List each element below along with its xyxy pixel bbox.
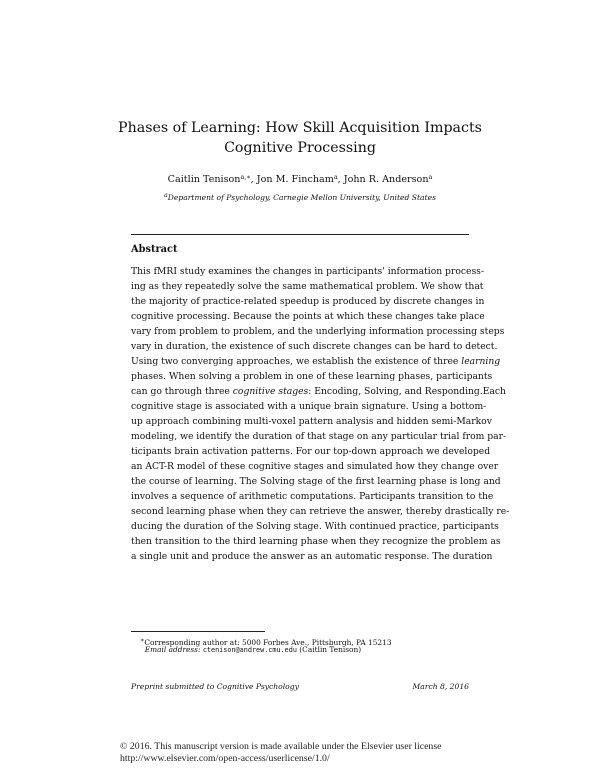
abstract-text: can go through three bbox=[131, 386, 233, 397]
abstract-line: phases. When solving a problem in one of these learning phases, participants bbox=[131, 371, 493, 382]
author-mark: a bbox=[333, 173, 338, 181]
license-link[interactable]: http://www.elsevier.com/open-access/userlicense/1.0/ bbox=[120, 753, 330, 764]
author-mark: a,∗ bbox=[240, 173, 251, 181]
abstract-line: cognitive processing. Because the points at which these changes take place bbox=[131, 311, 485, 322]
abstract-italic-term: learning bbox=[461, 356, 501, 367]
footnote-text: Corresponding author at: 5000 Forbes Ave., Pittsburgh, PA 15213 bbox=[144, 638, 392, 647]
abstract-line: This fMRI study examines the changes in participants' information process- bbox=[131, 266, 484, 277]
abstract-italic-term: cognitive stages bbox=[232, 386, 309, 397]
author-mark: a bbox=[428, 173, 433, 181]
abstract-line bbox=[131, 356, 501, 368]
abstract-line: up approach combining multi-voxel pattern analysis and hidden semi-Markov bbox=[131, 416, 492, 427]
abstract-text: : Encoding, Solving, and Responding.Each bbox=[308, 386, 506, 397]
email-note: (Caitlin Tenison) bbox=[299, 645, 362, 654]
abstract-line: vary in duration, the existence of such discrete changes can be hard to detect. bbox=[131, 341, 498, 352]
email-footnote bbox=[140, 645, 361, 655]
author-name: John R. Anderson bbox=[343, 174, 429, 185]
paper-title-line-1: Phases of Learning: How Skill Acquisition Impacts bbox=[118, 120, 482, 136]
abstract-line bbox=[131, 386, 506, 398]
preprint-date: March 8, 2016 bbox=[412, 682, 469, 691]
email-address-link[interactable]: ctenison@andrew.cmu.edu bbox=[202, 646, 297, 654]
abstract-line: ducing the duration of the Solving stage. With continued practice, participants bbox=[131, 521, 499, 532]
abstract-line: involves a sequence of arithmetic computations. Participants transition to the bbox=[131, 491, 494, 502]
abstract-line: the majority of practice-related speedup is produced by discrete changes in bbox=[131, 296, 485, 307]
preprint-notice: Preprint submitted to Cognitive Psychology bbox=[131, 682, 299, 691]
copyright-notice: © 2016. This manuscript version is made available under the Elsevier user license bbox=[120, 741, 442, 752]
abstract-heading: Abstract bbox=[131, 244, 178, 255]
affiliation-mark: a bbox=[163, 191, 168, 199]
footnote-rule bbox=[131, 631, 265, 632]
abstract-line: ticipants brain activation patterns. For our top-down approach we developed bbox=[131, 446, 491, 457]
abstract-text: Using two converging approaches, we establish the existence of three bbox=[131, 356, 462, 367]
abstract-line: ing as they repeatedly solve the same mathematical problem. We show that bbox=[131, 281, 484, 292]
abstract-line: a single unit and produce the answer as an automatic response. The duration bbox=[131, 551, 493, 562]
author-list: Caitlin Tenison$^{a,∗}$, Jon M. Fincham$^a$, John R. Anderson$^a$ bbox=[167, 173, 433, 185]
footnote-mark: ∗ bbox=[140, 636, 145, 644]
paper-title-line-2: Cognitive Processing bbox=[224, 140, 376, 156]
abstract-line: modeling, we identify the duration of that stage on any particular trial from par- bbox=[131, 431, 507, 442]
author-name: Caitlin Tenison bbox=[167, 174, 241, 185]
abstract-line: second learning phase when they can retrieve the answer, thereby drastically re- bbox=[131, 506, 510, 517]
affiliation-text: Department of Psychology, Carnegie Mellon University, United States bbox=[167, 193, 437, 202]
abstract-line: then transition to the third learning phase when they recognize the problem as bbox=[131, 536, 501, 547]
abstract-line: cognitive stage is associated with a unique brain signature. Using a bottom- bbox=[131, 401, 487, 412]
abstract-line: an ACT-R model of these cognitive stages and simulated how they change over bbox=[131, 461, 499, 472]
affiliation bbox=[0, 190, 600, 203]
abstract-line: vary from problem to problem, and the underlying information processing steps bbox=[131, 326, 505, 337]
abstract-top-rule bbox=[131, 234, 469, 235]
author-name: Jon M. Fincham bbox=[256, 174, 334, 185]
email-label: Email address: bbox=[144, 645, 201, 654]
abstract-line: the course of learning. The Solving stage of the first learning phase is long and bbox=[131, 476, 501, 487]
